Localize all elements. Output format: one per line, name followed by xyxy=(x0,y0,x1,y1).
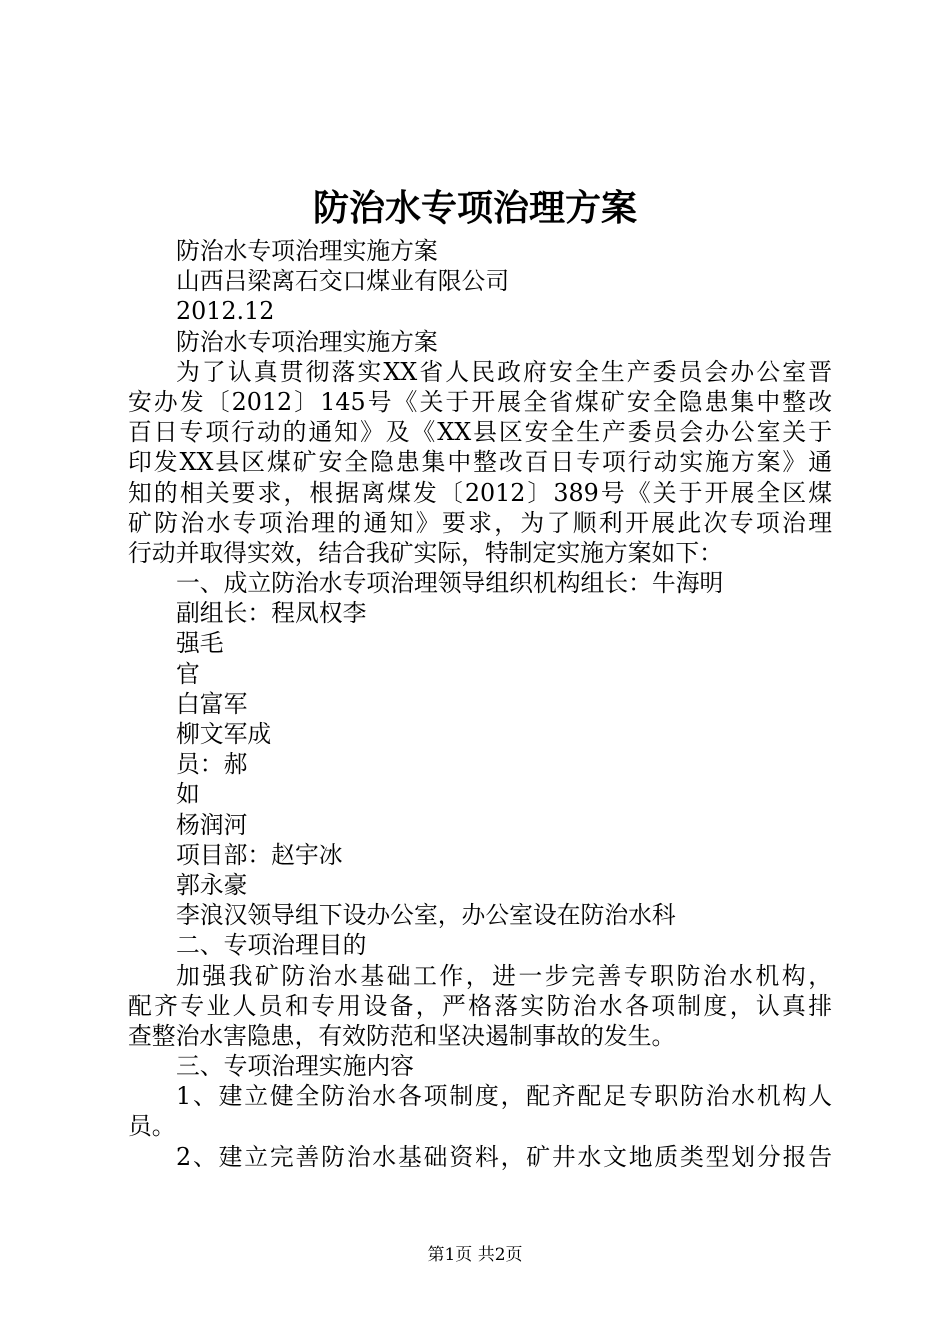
doc-line: 如 xyxy=(176,780,200,809)
doc-line: 员：郝 xyxy=(176,750,248,779)
section-heading: 三、专项治理实施内容 xyxy=(176,1052,414,1081)
doc-line: 副组长：程凤权李 xyxy=(176,599,367,628)
document-body xyxy=(128,236,832,1172)
doc-line: 查整治水害隐患，有效防范和坚决遏制事故的发生。 xyxy=(128,1021,676,1050)
page-footer xyxy=(0,1243,950,1267)
doc-line: 安办发〔2012〕145号《关于开展全省煤矿安全隐患集中整改 xyxy=(128,387,832,416)
doc-line: 一、成立防治水专项治理领导组织机构组长：牛海明 xyxy=(176,569,724,598)
doc-line: 李浪汉领导组下设办公室，办公室设在防治水科 xyxy=(176,901,676,930)
doc-line: 2012.12 xyxy=(176,297,275,326)
doc-line: 郭永豪 xyxy=(176,870,248,899)
doc-line: 百日专项行动的通知》及《XX县区安全生产委员会办公室关于 xyxy=(128,418,832,447)
doc-line: 印发XX县区煤矿安全隐患集中整改百日专项行动实施方案》通 xyxy=(128,448,832,477)
doc-line: 行动并取得实效，结合我矿实际，特制定实施方案如下： xyxy=(128,538,723,567)
doc-line: 柳文军成 xyxy=(176,720,272,748)
doc-line: 官 xyxy=(176,659,200,688)
page-number: 第1页 共2页 xyxy=(427,1245,523,1265)
document-title: 防治水专项治理方案 xyxy=(312,187,637,229)
doc-line: 山西吕梁离石交口煤业有限公司 xyxy=(176,267,510,296)
section-heading: 二、专项治理目的 xyxy=(176,931,367,960)
doc-line: 防治水专项治理实施方案 xyxy=(176,327,438,356)
doc-line: 防治水专项治理实施方案 xyxy=(176,237,438,265)
doc-line: 为了认真贯彻落实XX省人民政府安全生产委员会办公室晋 xyxy=(176,357,832,386)
doc-line: 强毛 xyxy=(176,629,224,658)
doc-line: 2、建立完善防治水基础资料，矿井水文地质类型划分报告 xyxy=(176,1142,832,1171)
doc-line: 项目部：赵宇冰 xyxy=(176,840,343,869)
doc-line: 矿防治水专项治理的通知》要求，为了顺利开展此次专项治理 xyxy=(128,508,832,537)
doc-line: 白富军 xyxy=(176,689,248,718)
doc-line: 加强我矿防治水基础工作，进一步完善专职防治水机构， xyxy=(176,961,832,990)
doc-line: 杨润河 xyxy=(176,810,248,839)
doc-line: 员。 xyxy=(128,1112,176,1141)
doc-line: 配齐专业人员和专用设备，严格落实防治水各项制度，认真排 xyxy=(128,991,832,1020)
doc-line: 知的相关要求，根据离煤发〔2012〕389号《关于开展全区煤 xyxy=(128,478,832,507)
doc-line: 1、建立健全防治水各项制度，配齐配足专职防治水机构人 xyxy=(176,1082,832,1111)
